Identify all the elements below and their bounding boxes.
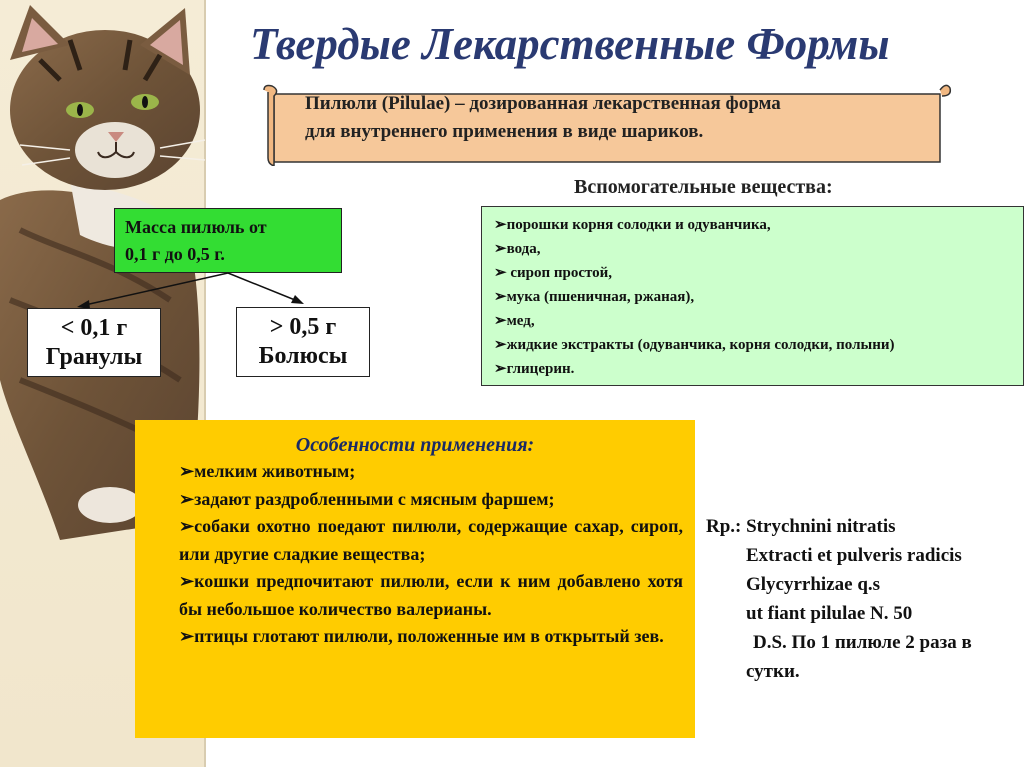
auxiliary-list: [481, 206, 1024, 386]
features-box: [135, 420, 695, 738]
boluses-box: [236, 307, 370, 377]
boluses-mass: > 0,5 г: [269, 314, 337, 340]
list-item: ➢порошки корня солодки и одуванчика,: [494, 217, 771, 233]
granules-box: [27, 308, 161, 377]
definition-text: [305, 90, 950, 146]
list-item: ➢вода,: [494, 241, 541, 257]
pill-mass-box: [114, 208, 342, 273]
prescription-line: сутки.: [746, 661, 800, 682]
granules-label: Гранулы: [45, 344, 143, 370]
page-title: Твердые Лекарственные Формы: [250, 19, 890, 69]
prescription-line: Glycyrrhizae q.s: [746, 574, 881, 595]
list-item: ➢собаки охотно поедают пилюли, содержащие сахар, сироп, или другие сладкие вещества;: [179, 516, 683, 564]
list-item: ➢ сироп простой,: [494, 265, 613, 281]
list-item: ➢птицы глотают пилюли, положенные им в открытый зев.: [179, 626, 664, 646]
mass-line: 0,1 г до 0,5 г.: [125, 244, 225, 264]
list-item: ➢глицерин.: [494, 361, 575, 377]
definition-line: Пилюли (Pilulae) – дозированная лекарственная форма: [305, 93, 781, 114]
prescription-line: Extracti et pulveris radicis: [746, 545, 962, 566]
auxiliary-title: Вспомогательные вещества:: [574, 176, 833, 198]
mass-line: Масса пилюль от: [125, 217, 267, 237]
boluses-label: Болюсы: [258, 343, 348, 369]
list-item: ➢задают раздробленными с мясным фаршем;: [179, 488, 555, 509]
definition-line: для внутреннего применения в виде шариков.: [305, 121, 704, 142]
prescription-line: D.S. По 1 пилюле 2 раза в: [753, 632, 972, 653]
list-item: ➢жидкие экстракты (одуванчика, корня солодки, полыни): [494, 337, 895, 353]
prescription-line: Rp.: Strychnini nitratis: [706, 516, 896, 537]
list-item: ➢мед,: [494, 313, 535, 329]
prescription-line: ut fiant pilulae N. 50: [746, 603, 913, 624]
features-title: Особенности применения:: [295, 434, 535, 456]
arrowhead-boluses: [291, 295, 304, 304]
list-item: ➢мелким животным;: [179, 461, 356, 481]
granules-mass: < 0,1 г: [60, 315, 128, 341]
list-item: ➢мука (пшеничная, ржаная),: [494, 289, 695, 305]
prescription: [706, 512, 1024, 686]
list-item: ➢кошки предпочитают пилюли, если к ним добавлено хотя бы небольшое количество валерианы.: [179, 571, 683, 619]
arrow-to-boluses: [228, 273, 295, 300]
